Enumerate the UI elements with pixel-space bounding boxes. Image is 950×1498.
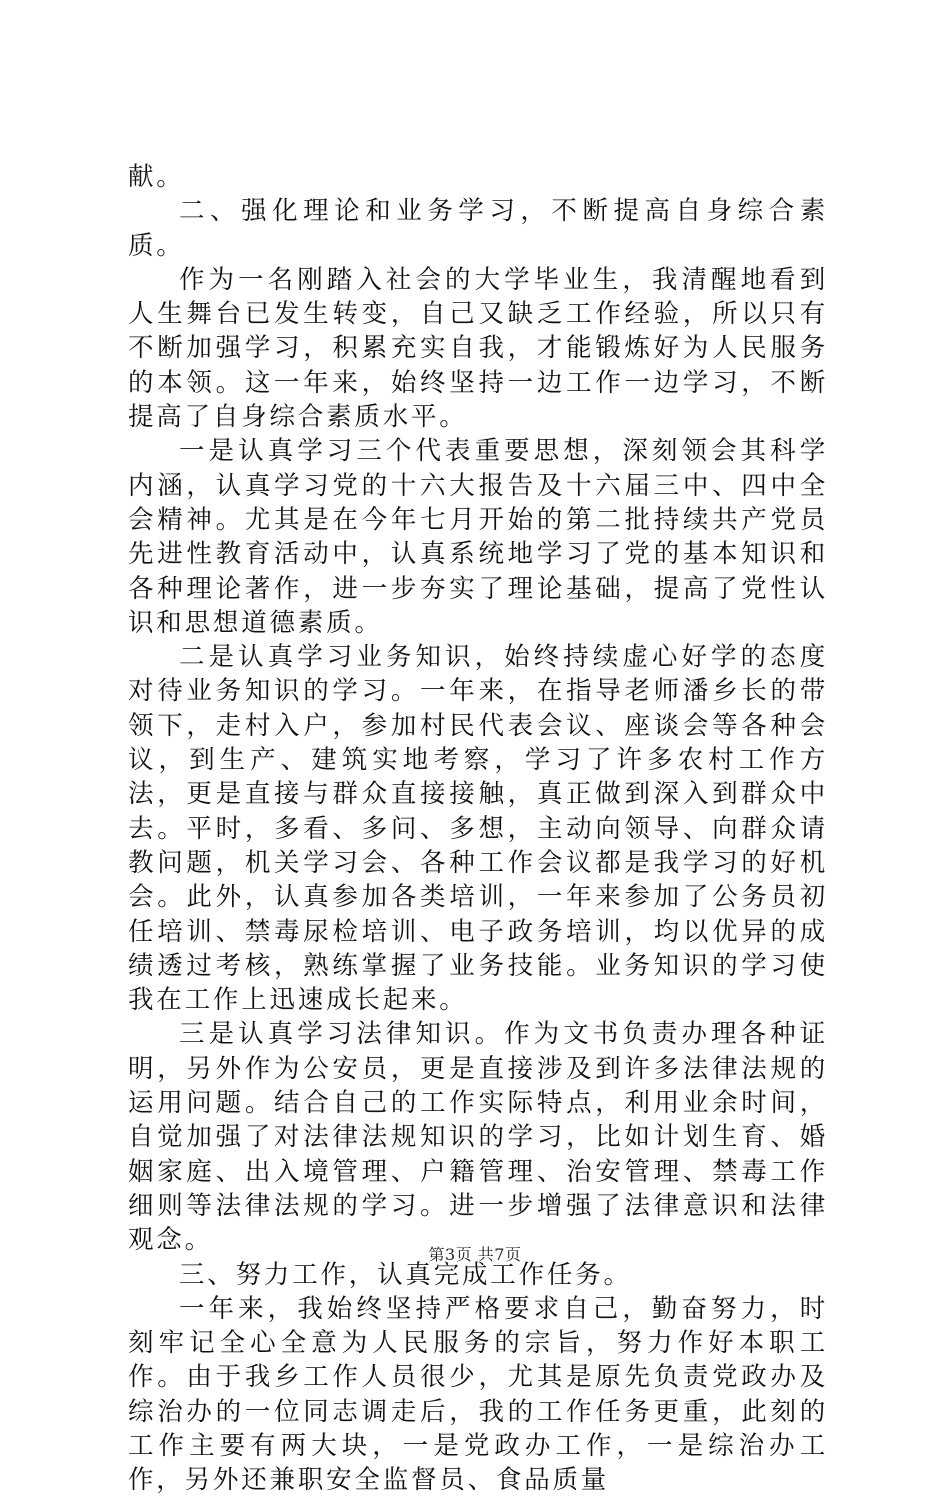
- paragraph-theory-study: 一是认真学习三个代表重要思想，深刻领会其科学内涵，认真学习党的十六大报告及十六届三中、四中全会精神。尤其是在今年七月开始的第二批持续共产党员先进性教育活动中，认真系统地学习了党的基本知识和各种理论著作，进一步夯实了理论基础，提高了党性认识和思想道德素质。: [128, 436, 828, 638]
- paragraph-work-summary: 一年来，我始终坚持严格要求自己，勤奋努力，时刻牢记全心全意为人民服务的宗旨，努力作好本职工作。由于我乡工作人员很少，尤其是原先负责党政办及综治办的一位同志调走后，我的工作任务更重，此刻的工作主要有两大块，一是党政办工作，一是综治办工作，另外还兼职安全监督员、食品质量: [128, 1293, 828, 1496]
- document-body: [128, 160, 828, 1498]
- section-heading-work: 三、努力工作，认真完成工作任务。: [179, 1259, 632, 1290]
- page-footer: 第3页 共7页: [428, 1245, 522, 1264]
- paragraph-continuation: 献。: [128, 162, 185, 192]
- paragraph-study-intro: 作为一名刚踏入社会的大学毕业生，我清醒地看到人生舞台已发生转变，自己又缺乏工作经验，所以只有不断加强学习，积累充实自我，才能锻炼好为人民服务的本领。这一年来，始终坚持一边工作一边学习，不断提高了自身综合素质水平。: [128, 264, 828, 433]
- section-heading-study: 二、强化理论和业务学习，不断提高自身综合素质。: [128, 196, 828, 261]
- paragraph-law-study: 三是认真学习法律知识。作为文书负责办理各种证明，另外作为公安员，更是直接涉及到许多法律法规的运用问题。结合自己的工作实际特点，利用业余时间，自觉加强了对法律法规知识的学习，比如计划生育、婚姻家庭、出入境管理、户籍管理、治安管理、禁毒工作细则等法律法规的学习。进一步增强了法律意识和法律观念。: [128, 1019, 828, 1256]
- paragraph-business-study: 二是认真学习业务知识，始终持续虚心好学的态度对待业务知识的学习。一年来，在指导老师潘乡长的带领下，走村入户，参加村民代表会议、座谈会等各种会议，到生产、建筑实地考察，学习了许多农村工作方法，更是直接与群众直接接触，真正做到深入到群众中去。平时，多看、多问、多想，主动向领导、向群众请教问题，机关学习会、各种工作会议都是我学习的好机会。此外，认真参加各类培训，一年来参加了公务员初任培训、禁毒尿检培训、电子政务培训，均以优异的成绩透过考核，熟练掌握了业务技能。业务知识的学习使我在工作上迅速成长起来。: [128, 642, 828, 1016]
